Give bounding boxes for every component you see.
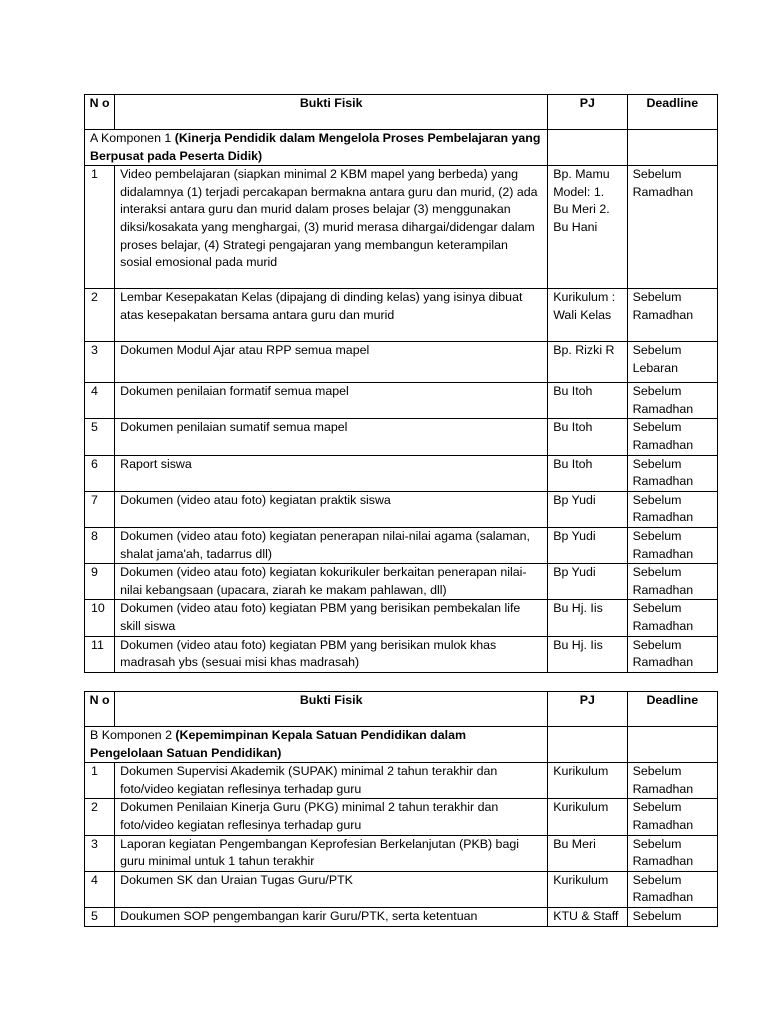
- row-deadline: Sebelum Ramadhan: [627, 491, 717, 527]
- row-no: 2: [85, 289, 115, 342]
- row-pj: Bp. Mamu Model: 1. Bu Meri 2. Bu Hani: [548, 166, 627, 289]
- row-deadline: Sebelum Ramadhan: [627, 166, 717, 289]
- table-row: [85, 636, 718, 672]
- row-bukti: Video pembelajaran (siapkan minimal 2 KBM mapel yang berbeda) yang didalamnya (1) terjadi percakapan bermakna antara guru dan murid, (2) ada interaksi antara guru dan murid dalam proses belajar (3) menggunakan diksi/kosakata yang menghargai, (3) murid merasa dihargai/didengar dalam proses belajar, (4) Strategi pengajaran yang membangun keterampilan sosial emosional pada murid: [115, 166, 548, 289]
- row-pj: Bu Hj. Iis: [548, 636, 627, 672]
- table-komponen-2: [84, 691, 718, 927]
- header-pj: PJ: [548, 95, 627, 130]
- row-no: 7: [85, 491, 115, 527]
- row-deadline: Sebelum Ramadhan: [627, 419, 717, 455]
- table-row: [85, 871, 718, 907]
- section-row: [85, 727, 718, 763]
- section-row: [85, 130, 718, 166]
- table-row: [85, 527, 718, 563]
- table-row: [85, 763, 718, 799]
- row-pj: Kurikulum: [548, 799, 627, 835]
- table-row: [85, 600, 718, 636]
- row-deadline: Sebelum Ramadhan: [627, 383, 717, 419]
- row-bukti: Dokumen (video atau foto) kegiatan penerapan nilai-nilai agama (salaman, shalat jama'ah, tadarrus dll): [115, 527, 548, 563]
- row-no: 11: [85, 636, 115, 672]
- row-pj: Bu Meri: [548, 835, 627, 871]
- row-pj: Bu Itoh: [548, 419, 627, 455]
- row-deadline: Sebelum Ramadhan: [627, 289, 717, 342]
- row-bukti: Dokumen Modul Ajar atau RPP semua mapel: [115, 342, 548, 383]
- row-no: 1: [85, 763, 115, 799]
- row-deadline: Sebelum Lebaran: [627, 342, 717, 383]
- row-deadline: Sebelum Ramadhan: [627, 636, 717, 672]
- row-pj: Kurikulum: [548, 871, 627, 907]
- section-prefix: A Komponen 1: [90, 131, 175, 145]
- row-bukti: Dokumen Supervisi Akademik (SUPAK) minimal 2 tahun terakhir dan foto/video kegiatan reflesinya terhadap guru: [115, 763, 548, 799]
- row-bukti: Dokumen (video atau foto) kegiatan praktik siswa: [115, 491, 548, 527]
- row-pj: Kurikulum: [548, 763, 627, 799]
- row-no: 8: [85, 527, 115, 563]
- row-no: 5: [85, 907, 115, 926]
- row-bukti: Dokumen (video atau foto) kegiatan kokurikuler berkaitan penerapan nilai-nilai kebangsaan (upacara, ziarah ke makam pahlawan, dll): [115, 564, 548, 600]
- row-no: 10: [85, 600, 115, 636]
- row-bukti: Laporan kegiatan Pengembangan Keprofesian Berkelanjutan (PKB) bagi guru minimal untuk 1 tahun terakhir: [115, 835, 548, 871]
- row-pj: Bp. Rizki R: [548, 342, 627, 383]
- header-deadline: Deadline: [627, 95, 717, 130]
- table-row: [85, 166, 718, 289]
- row-deadline: Sebelum: [627, 907, 717, 926]
- header-bukti-fisik: Bukti Fisik: [115, 692, 548, 727]
- row-bukti: Dokumen (video atau foto) kegiatan PBM yang berisikan pembekalan life skill siswa: [115, 600, 548, 636]
- table-row: [85, 455, 718, 491]
- row-deadline: Sebelum Ramadhan: [627, 799, 717, 835]
- table-row: [85, 564, 718, 600]
- row-deadline: Sebelum Ramadhan: [627, 527, 717, 563]
- table-komponen-1: [84, 94, 718, 673]
- row-bukti: Dokumen Penilaian Kinerja Guru (PKG) minimal 2 tahun terakhir dan foto/video kegiatan reflesinya terhadap guru: [115, 799, 548, 835]
- row-no: 4: [85, 383, 115, 419]
- row-deadline: Sebelum Ramadhan: [627, 835, 717, 871]
- row-pj: Bp Yudi: [548, 527, 627, 563]
- row-pj: Bu Hj. Iis: [548, 600, 627, 636]
- row-deadline: Sebelum Ramadhan: [627, 455, 717, 491]
- row-no: 3: [85, 342, 115, 383]
- row-bukti: Dokumen SK dan Uraian Tugas Guru/PTK: [115, 871, 548, 907]
- table-row: [85, 342, 718, 383]
- table-row: [85, 419, 718, 455]
- table-row: [85, 799, 718, 835]
- table-row: [85, 289, 718, 342]
- empty-cell: [548, 130, 627, 166]
- row-no: 6: [85, 455, 115, 491]
- header-no: N o: [85, 692, 115, 727]
- header-no: N o: [85, 95, 115, 130]
- row-no: 1: [85, 166, 115, 289]
- row-pj: Bp Yudi: [548, 564, 627, 600]
- row-pj: Bu Itoh: [548, 455, 627, 491]
- empty-cell: [627, 130, 717, 166]
- row-no: 9: [85, 564, 115, 600]
- row-deadline: Sebelum Ramadhan: [627, 871, 717, 907]
- empty-cell: [627, 727, 717, 763]
- header-pj: PJ: [548, 692, 627, 727]
- row-pj: Bu Itoh: [548, 383, 627, 419]
- row-bukti: Dokumen (video atau foto) kegiatan PBM yang berisikan mulok khas madrasah ybs (sesuai misi khas madrasah): [115, 636, 548, 672]
- header-deadline: Deadline: [627, 692, 717, 727]
- row-no: 3: [85, 835, 115, 871]
- row-bukti: Dokumen penilaian formatif semua mapel: [115, 383, 548, 419]
- row-deadline: Sebelum Ramadhan: [627, 763, 717, 799]
- section-title: [85, 130, 548, 166]
- row-deadline: Sebelum Ramadhan: [627, 600, 717, 636]
- row-no: 4: [85, 871, 115, 907]
- row-no: 2: [85, 799, 115, 835]
- table-row: [85, 907, 718, 926]
- row-bukti: Doukumen SOP pengembangan karir Guru/PTK, serta ketentuan: [115, 907, 548, 926]
- row-pj: Bp Yudi: [548, 491, 627, 527]
- header-bukti-fisik: Bukti Fisik: [115, 95, 548, 130]
- row-bukti: Dokumen penilaian sumatif semua mapel: [115, 419, 548, 455]
- section-title: [85, 727, 548, 763]
- row-pj: KTU & Staff: [548, 907, 627, 926]
- table-row: [85, 835, 718, 871]
- empty-cell: [548, 727, 627, 763]
- table-row: [85, 383, 718, 419]
- section-title-bold: (Kinerja Pendidik dalam Mengelola Proses Pembelajaran yang Berpusat pada Peserta Didik): [90, 131, 541, 163]
- row-no: 5: [85, 419, 115, 455]
- section-prefix: B Komponen 2: [90, 728, 176, 742]
- header-row: [85, 95, 718, 130]
- row-bukti: Lembar Kesepakatan Kelas (dipajang di dinding kelas) yang isinya dibuat atas kesepakatan bersama antara guru dan murid: [115, 289, 548, 342]
- table-row: [85, 491, 718, 527]
- header-row: [85, 692, 718, 727]
- row-pj: Kurikulum : Wali Kelas: [548, 289, 627, 342]
- row-bukti: Raport siswa: [115, 455, 548, 491]
- row-deadline: Sebelum Ramadhan: [627, 564, 717, 600]
- section-title-bold: (Kepemimpinan Kepala Satuan Pendidikan dalam Pengelolaan Satuan Pendidikan): [90, 728, 466, 760]
